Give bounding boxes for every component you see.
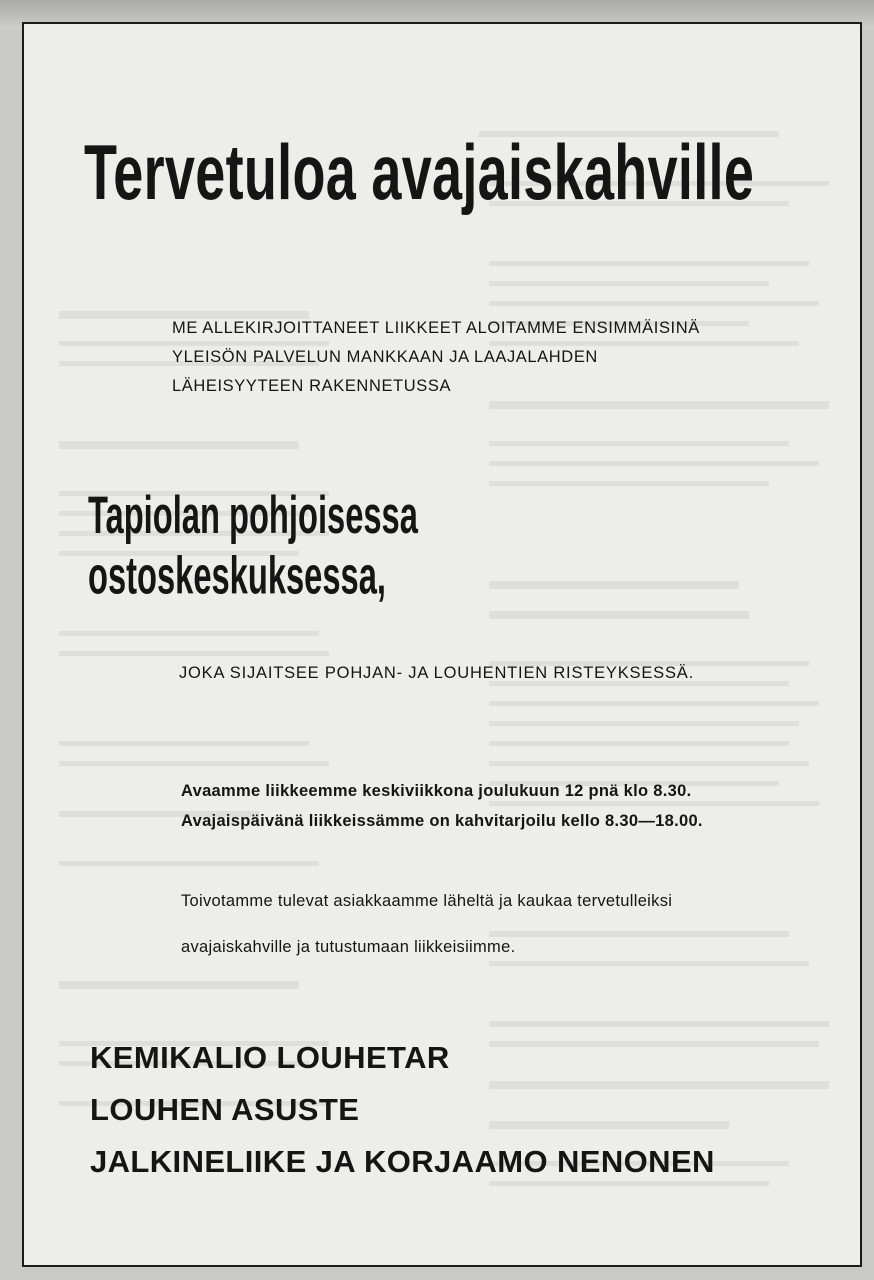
- shop-name: JALKINELIIKE JA KORJAAMO NENONEN: [90, 1144, 715, 1179]
- shop-name: KEMIKALIO LOUHETAR: [90, 1040, 450, 1075]
- welcome-text: [181, 878, 672, 970]
- welcome-line: avajaiskahville ja tutustumaan liikkeisiimme.: [181, 938, 516, 956]
- location-line: ostoskeskuksessa,: [88, 548, 386, 607]
- shop-list: [90, 1032, 715, 1188]
- intro-text: [172, 314, 700, 401]
- welcome-line: Toivotamme tulevat asiakkaamme läheltä ja kaukaa tervetulleiksi: [181, 892, 673, 910]
- shop-name: LOUHEN ASUSTE: [90, 1092, 360, 1127]
- intro-line: YLEISÖN PALVELUN MANKKAAN JA LAAJALAHDEN: [172, 348, 598, 366]
- address-line: JOKA SIJAITSEE POHJAN- JA LOUHENTIEN RISTEYKSESSÄ.: [179, 664, 694, 682]
- opening-line: Avaamme liikkeemme keskiviikkona joulukuun 12 pnä klo 8.30.: [181, 782, 692, 800]
- opening-line: Avajaispäivänä liikkeissämme on kahvitarjoilu kello 8.30—18.00.: [181, 812, 703, 830]
- headline: Tervetuloa avajaiskahville: [84, 129, 755, 217]
- location-heading: [88, 486, 418, 607]
- intro-line: LÄHEISYYTEEN RAKENNETUSSA: [172, 377, 452, 395]
- location-line: Tapiolan pohjoisessa: [88, 487, 418, 546]
- opening-info: [181, 776, 703, 836]
- advertisement-page: [22, 22, 862, 1267]
- intro-line: ME ALLEKIRJOITTANEET LIIKKEET ALOITAMME ENSIMMÄISINÄ: [172, 319, 700, 337]
